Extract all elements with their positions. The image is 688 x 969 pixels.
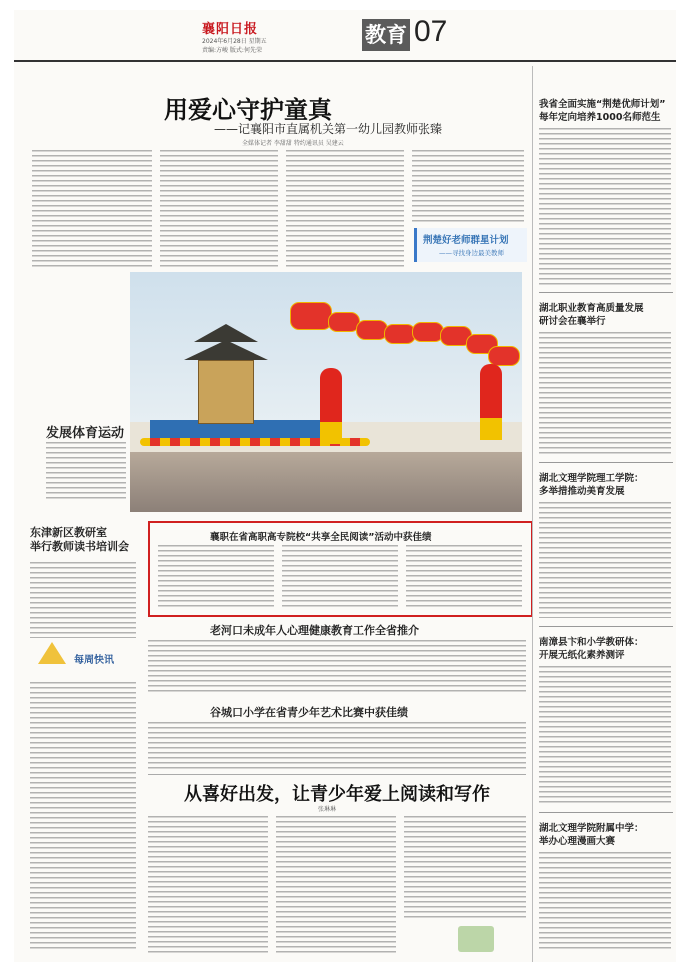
right-story-4-body xyxy=(539,666,671,806)
pullquote-box xyxy=(414,228,527,262)
masthead-rule xyxy=(14,60,676,62)
lead-byline: 全媒体记者 李甜甜 特约通讯员 吴建云 xyxy=(242,140,344,147)
right-rule xyxy=(539,462,673,463)
left-story-headline xyxy=(30,526,129,554)
right-story-5-line1: 湖北文理学院附属中学： xyxy=(539,823,644,834)
lead-body-col-3 xyxy=(286,150,404,268)
lead-body-col-2 xyxy=(160,150,278,268)
dragon-head xyxy=(290,302,332,330)
tower-roof xyxy=(184,340,268,360)
feature-body-col-1 xyxy=(148,816,268,954)
feature-divider xyxy=(148,774,526,775)
right-story-2-body xyxy=(539,332,671,456)
left-story-headline-line1: 东津新区教研室 xyxy=(30,526,107,539)
right-story-3-line2: 多举措推动美育发展 xyxy=(539,486,625,497)
lead-body-col-1 xyxy=(32,150,152,268)
right-rule xyxy=(539,292,673,293)
right-rule xyxy=(539,626,673,627)
newspaper-logo: 襄阳日报 xyxy=(202,22,259,37)
feature-body-col-2 xyxy=(276,816,396,954)
middle-story-1-title: 老河口未成年人心理健康教育工作全省推介 xyxy=(210,624,419,637)
right-story-1-body xyxy=(539,128,671,286)
right-story-1-line2: 每年定向培养1000名师范生 xyxy=(539,112,661,123)
right-rule xyxy=(539,812,673,813)
lead-subhead: ——记襄阳市直属机关第一幼儿园教师张臻 xyxy=(214,122,443,136)
highlighted-body-col-1 xyxy=(158,545,274,607)
photo-ground xyxy=(130,452,522,512)
lead-headline: 用爱心守护童真 xyxy=(164,96,332,124)
pullquote-title: 荆楚好老师群星计划 xyxy=(423,235,509,246)
right-story-1-line1: 我省全面实施“荆楚优师计划” xyxy=(539,99,666,110)
lead-body-col-4 xyxy=(412,150,524,224)
right-story-3-body xyxy=(539,502,671,618)
right-story-2-line2: 研讨会在襄举行 xyxy=(539,316,606,327)
right-story-2-headline xyxy=(539,302,675,328)
right-story-3-line1: 湖北文理学院理工学院： xyxy=(539,473,644,484)
highlighted-body-col-3 xyxy=(406,545,522,607)
feature-headline: 从喜好出发，让青少年爱上阅读和写作 xyxy=(184,784,490,805)
right-column xyxy=(532,66,677,962)
dragon-segment xyxy=(356,320,388,340)
highlighted-body-col-2 xyxy=(282,545,398,607)
tower-body xyxy=(198,360,254,424)
right-story-3-headline xyxy=(539,472,675,498)
feature-stamp-graphic xyxy=(458,926,494,952)
newspaper-page xyxy=(14,10,676,962)
dancer-left-legs xyxy=(320,422,342,444)
dancer-left xyxy=(320,368,342,424)
feature-byline: 张琳琳 xyxy=(318,806,337,813)
pullquote-subtitle: ——寻找身边最美教师 xyxy=(439,249,504,257)
right-story-4-headline xyxy=(539,636,675,662)
issue-date: 2024年6月28日 星期五 xyxy=(202,38,267,45)
highlighted-article xyxy=(148,521,533,617)
middle-story-2-body xyxy=(148,722,526,770)
dancer-right xyxy=(480,364,502,420)
editor-line: 责编:方峻 版式:何先荣 xyxy=(202,47,262,54)
right-story-1-headline xyxy=(539,98,675,124)
dancer-right-legs xyxy=(480,418,502,440)
right-story-5-line2: 举办心理漫画大赛 xyxy=(539,836,616,847)
feature-body-col-3 xyxy=(404,816,526,920)
dragon-dance-photo xyxy=(130,272,522,512)
page-number: 07 xyxy=(414,15,448,48)
photo-caption-text xyxy=(46,442,126,502)
dragon-segment xyxy=(488,346,520,366)
right-story-5-headline xyxy=(539,822,675,848)
weekly-news-banner: 每周快讯 xyxy=(74,655,114,666)
left-story-headline-line2: 举行教师读书培训会 xyxy=(30,540,129,553)
right-story-2-line1: 湖北职业教育高质量发展 xyxy=(539,303,644,314)
section-label: 教育 xyxy=(362,19,410,51)
weekly-paper-plane-icon xyxy=(38,642,66,664)
right-story-5-body xyxy=(539,852,671,952)
right-story-4-line1: 南漳县卞和小学教研体： xyxy=(539,637,644,648)
weekly-news-body xyxy=(30,682,136,952)
photo-caption-title: 发展体育运动 xyxy=(46,426,125,441)
highlighted-article-title: 襄职在省高职高专院校“共享全民阅读”活动中获佳绩 xyxy=(210,532,432,543)
middle-story-1-body xyxy=(148,640,526,694)
masthead xyxy=(14,10,676,58)
left-story-body xyxy=(30,562,136,638)
dragon-segment xyxy=(412,322,444,342)
middle-story-2-title: 谷城口小学在省青少年艺术比赛中获佳绩 xyxy=(210,706,408,719)
right-story-4-line2: 开展无纸化素养测评 xyxy=(539,650,625,661)
